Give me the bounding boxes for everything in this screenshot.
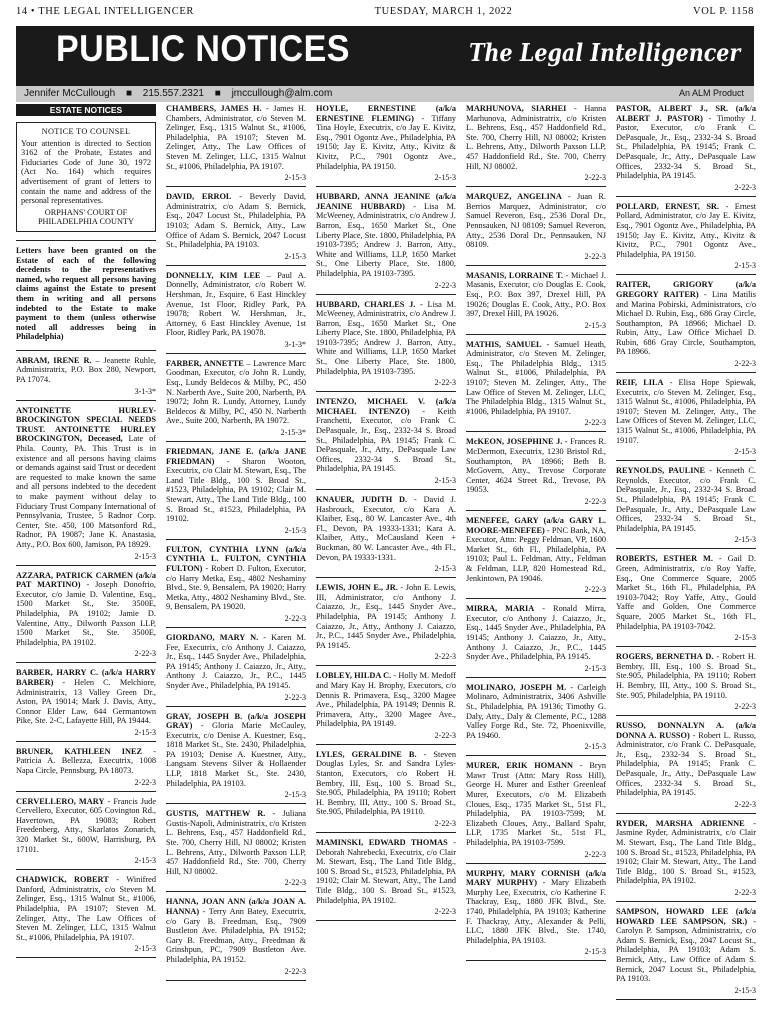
estate-notice [466,271,606,319]
decedent-name: MASANIS, LORRAINE T. [466,270,564,280]
notice-body: - Robert L. Russo, Administrator, c/o Frank C. DePasquale, Jr., Esq., 2332-34 S. Broad St., Philadelphia, PA 19145; Frank C. DePasquale, Jr., Atty., DePasquale Law Offices, 2332-34 S. Broad St., Philadelphia, PA 19145. [616,730,756,798]
estate-notice [616,202,756,260]
run-dates-code: 3-1-3* [284,339,306,349]
decedent-name: ABRAM, IRENE R. [16,355,92,365]
estate-notice [166,633,306,691]
issue-date: TUESDAY, MARCH 1, 2022 [374,6,513,17]
publication-logo: The Legal Intelligencer [468,38,740,67]
notice-body: - Keith Franchetti, Executor, c/o Frank C. DePasquale, Jr., Esq., 2332-34 S. Broad St., Philadelphia, PA 19145; Frank C. DePasquale, Jr., Atty., DePasquale Law Offices, 2332-34 S. Broad St., Philadelphia, PA 19145. [316,406,456,474]
divider [316,744,456,745]
divider [166,539,306,540]
decedent-name: DONNELLY, KIM LEE [166,270,261,280]
notice-column-4 [466,104,606,1018]
run-dates-code: 2-15-3 [284,790,306,800]
run-dates-code: 2-22-3 [284,613,306,623]
divider [466,598,606,599]
estate-notice [316,192,456,278]
run-dates-code: 2-22-3 [584,418,606,428]
estate-notice [16,571,156,648]
notice-body: Late of Phila. County, PA. This Trust is in existence and all persons having claims or demands against said Trust or decedent are requested to make known the same and all persons indebted to the decedent to make payment without delay to Fiduciary Trust Company International of Pennsylvania, Trustee, 5 Radnor Corp. Center, Ste. 450, 100 Matsonford Rd., Radnor, PA 19087; Jane K. Anastasia, Atty., P.O. Box 600, Jamison, PA 18929. [16,434,156,549]
run-dates-code: 2-15-3 [434,476,456,485]
decedent-name: HANNA, JOAN ANN (a/k/a JOAN A. HANNA) [166,897,306,916]
notice-body: - Juan R. Berrios Marquez, Administrator, c/o Samuel Reveron, Esq., 2536 Doral Dr., Pennsauken, NJ 08109; Samuel Reveron, Atty., 2536 Doral Dr., Pennsauken, NJ 08109. [466,192,606,250]
contact-phone: 215.557.2321 [142,88,204,99]
decedent-name: FARBER, ANNETTE [166,358,244,368]
notice-body: - Tiffany Tina Hoyle, Executrix, c/o Jay E. Kivitz, Esq., 7901 Ogontz Ave., Philadelphia, PA 19150; Jay E. Kivitz, Atty., Kivitz & Kivitz, P.C., 7901 Ogontz Ave., Philadelphia, PA 19150. [316,113,456,171]
notice-body: - Patricia A. Bellezza, Executrix, 1008 Napa Circle, Pennsburg, PA 18073. [16,746,156,776]
decedent-name: RYDER, MARSHA ADRIENNE [616,818,745,828]
alm-product-label: An ALM Product [678,88,744,98]
notice-body: - Timothy J. Pastor, Executor, c/o Frank C. DePasquale, Jr., Esq., 2332-34 S. Broad St., Philadelphia, PA 19145; Frank C. DePasquale, Jr., Atty., DePasquale Law Offices, 2332-34 S. Broad St., Philadelphia, PA 19145. [616,113,756,181]
estate-notice [316,750,456,817]
divider [466,186,606,187]
run-dates-code: 2-22-3 [584,251,606,261]
run-dates-code: 2-22-3 [134,777,156,787]
divider [316,294,456,295]
run-dates-code: 2-15-3 [584,663,606,673]
divider [466,863,606,864]
run-dates-code: 2-22-3 [434,652,456,662]
notice-body: - PNC Bank, NA, Executor, Attn: Peggy Feldman, VP, 1600 Market St., 6th Fl., Philadelphia, PA 19103; Paul L. Feldman, Atty., Feldman & Feldman, LLP, 820 Homestead Rd., Jenkintown, PA 19046. [466,525,606,583]
decedent-name: MAMINSKI, EDWARD THOMAS [316,838,448,848]
notice-body: – Lawrence Marc Goodman, Executor, c/o John R. Lundy, Esq., Lundy Beldecos & Milby, PC, 450 N. Narberth Ave., Suite 200, Narberth, PA 19072; John R. Lundy, Attorney, Lundy Beldecos & Milby, PC, 450 N. Narberth Ave., Suite 200, Narberth, PA 19072. [166,358,306,426]
run-dates-code: 2-22-3 [734,359,756,369]
estate-notice [466,340,606,417]
run-dates-code: 2-15-3 [734,447,756,457]
run-dates-code: 2-22-3 [734,702,756,712]
run-dates-code: 2-22-3 [434,907,456,917]
estate-notice [166,359,306,426]
estate-notice [166,192,306,250]
contact-name: Jennifer McCullough [24,88,116,99]
estate-notice [616,554,756,631]
run-dates-code: 2-22-3 [584,849,606,859]
decedent-name: ROGERS, BERNETHA D. [616,652,714,662]
divider [616,999,756,1000]
decedent-name: HUBBARD, ANNA JEANINE (a/k/a JEANINE HUBBARD) [316,192,456,211]
divider [616,274,756,275]
divider [616,548,756,549]
estate-notice [616,466,756,533]
estate-notice [616,907,756,984]
run-dates-code: 2-22-3 [434,819,456,829]
notice-body: - Michael J. Masanis, Executor, c/o Douglas E. Cook, Esq., P.O. Box 397, Drexel Hill, PA 19026; Douglas E. Cook, Atty., P.O. Box 397, Drexel Hill, PA 19026. [466,270,606,319]
divider [316,665,456,666]
bullet-separator: ■ [125,88,132,99]
notice-body: - Francis Jude Cervellero, Executor, 605 Covington Rd., Havertown, PA 19083; Robert Freedenberg, Atty., Skarlatos Zonarich, 320 Market St., 600W, Harrisburg, PA 17101. [16,796,156,854]
notice-column-1 [16,104,156,1018]
divider [166,706,306,707]
run-dates-code: 2-15-3 [734,261,756,271]
decedent-name: MATHIS, SAMUEL [466,339,542,349]
notice-column-2 [166,104,306,1018]
decedent-name: FRIEDMAN, JANE E. (a/k/a JANE FRIEDMAN) [166,447,306,466]
section-heading: ESTATE NOTICES [16,104,156,116]
decedent-name: MENEFEE, GARY (a/k/a GARY L. MOORE-MENEFEE) [466,516,606,535]
divider [616,901,756,902]
run-dates-code: 2-15-3 [134,727,156,737]
notice-body: - Lisa M. McWeeney, Administratrix, c/o Andrew J. Barron, Esq., 1650 Market St., One Liberty Place, Ste. 1800, Philadelphia, PA 19103-7395; Andrew J. Barron, Atty., White and Williams, LLP, 1650 Market St., One Liberty Place, Ste. 1800, Philadelphia, PA 19103-7395. [316,299,456,376]
run-dates-code: 2-15-3 [434,173,456,183]
estate-notice [16,406,156,550]
estate-notice [316,300,456,377]
run-dates-code: 2-22-3 [584,585,606,595]
run-dates-code: 2-15-3 [134,944,156,954]
decedent-name: LOBLEY, HILDA C. [316,671,392,681]
notice-body: - Ronald Mirra, Executor, c/o Anthony J. Caiazzo, Jr., Esq., 1445 Snyder Ave., Philadelphia, PA 19145; Anthony J. Caiazzo, Jr., Atty., Anthony J. Caiazzo, Jr., P.C., 1445 Snyder Ave., Philadelphia, PA 19145. [466,604,606,662]
notice-body: - Gail D. Green, Administratrix, c/o Roy Yaffe, Esq., One Commerce Square, 2005 Market St., 16th Fl., Philadelphia, PA 19103-7042; Roy Yaffe, Atty., Gould Yaffe and Golden, One Commerce Square, 2005 Market St., 16th Fl., Philadelphia, PA 19103-7042. [616,554,756,631]
run-dates-code: 2-22-3 [134,649,156,659]
decedent-name: CHADWICK, ROBERT [16,875,109,885]
notice-body: - Kenneth C. Reynolds, Executor, c/o Frank C. DePasquale, Jr., Esq., 2332-34 S. Broad St., Philadelphia, PA 19145; Frank C. DePasquale, Jr., Atty., DePasquale Law Offices, 2332-34 S. Broad St., Philadelphia, PA 19145. [616,466,756,533]
notice-body: - Holly M. Medoff and Mary Kay H. Brophy, Executors, c/o Dennis R. Primavera, Esq., 3200 Magee Ave., Philadelphia, PA 19149; Dennis R. Primavera, Atty., 3200 Magee Ave., Philadelphia, PA 19149. [316,671,456,729]
decedent-name: SAMPSON, HOWARD LEE (a/k/a HOWARD LEE SAMPSON, SR.) [616,907,756,926]
run-dates-code: 2-22-3 [434,280,456,290]
notice-body: - Robert D. Fulton, Executor, c/o Harry Metka, Esq., 4802 Neshaminy Blvd., Ste. 9, Bensalem, PA 19020; Harry Metka, Atty., 4802 Neshaminy Blvd., Ste. 9, Bensalem, PA 19020. [166,563,306,612]
notice-body: – Paul A. Donnelly, Administrator, c/o Robert W. Hershman, Jr., Esquire, 6 East Hinckley Avenue, 1st Floor, Ridley Park, PA 19078; Robert W. Hershman, Jr., Attorney, 6 East Hinckley Avenue, 1st Floor, Ridley Park, PA 19078. [166,270,306,338]
divider [616,646,756,647]
notice-body: - Sharon Wooton, Executrix, c/o Clair M. Stewart, Esq., The Land Title Bldg., 100 S. Broad St., #1523, Philadelphia, PA 19102; Clair M. Stewart, Atty., The Land Title Bldg., 100 S. Broad St., #1523, Philadelphia, PA 19102. [166,456,306,524]
divider [616,460,756,461]
estate-notice [316,397,456,474]
divider [16,565,156,566]
decedent-name: REYNOLDS, PAULINE [616,466,706,476]
divider [16,400,156,401]
divider [316,186,456,187]
divider [166,353,306,354]
divider [16,957,156,958]
divider [466,510,606,511]
decedent-name: BRUNER, KATHLEEN INEZ [16,746,143,756]
contact-email[interactable]: jmccullough@alm.com [231,88,333,99]
counsel-box-title: NOTICE TO COUNSEL [41,127,131,136]
run-dates-code: 2-22-3 [584,173,606,183]
contact-bar [16,86,754,102]
divider [316,920,456,921]
divider [166,441,306,442]
decedent-name: GIORDANO, MARY N. [166,632,259,642]
estate-notice [616,819,756,886]
notice-body: - Joseph Donofrio, Executor, c/o Jamie D. Valentine, Esq., 1500 Market St., Ste. 3500E, Philadelphia, PA 19102; Jamie D. Valentine, Atty., Dilworth Paxson LLP, 1500 Market St., Ste. 3500E, Philadelphia, PA 19102. [16,580,156,647]
notice-body: - Winifred Danford, Administratrix, c/o Steven M. Zelinger, Esq., 1315 Walnut St., #1006, Philadelphia, PA 19107; Steven M. Zelinger, Atty., The Law Offices of Steven M. Zelinger, LLC, 1315 Walnut St., #1006, Philadelphia, PA 19107. [16,875,156,942]
estate-notice [466,437,606,495]
notice-body: - Mary Elizabeth Murphy Lee, Executrix, c/o Katherine F. Thackray, Esq., 1880 JFK Blvd., Ste. 1740, Philadelphia, PA 19103; Katherine F. Thackray, Atty., Alexander & Pelli, LLC, 1880 JFK Blvd., Ste. 1740, Philadelphia, PA 19103. [466,878,606,945]
estate-notice [166,545,306,612]
decedent-name: POLLARD, ERNEST, SR. [616,201,720,211]
estate-notice [166,104,306,171]
estate-notice [166,447,306,524]
notice-body: - Bryn Mawr Trust (Attn: Mary Ross Hill), George H. Murer and Esther Greenleaf Murer, Executors, c/o M. Elizabeth Cloues, Esq., 1735 Market St., 51st Fl., Philadelphia, PA 19103-7599; M. Elizabeth Cloues, Atty., Ballard Spahr, LLP, 1735 Market St., 51st Fl., Philadelphia, PA 19103-7599. [466,761,606,848]
estate-notice [16,747,156,776]
estate-notice [16,668,156,726]
decedent-name: AZZARA, PATRICK CARMEN (a/k/a PAT MARTINO) [16,570,156,590]
run-dates-code: 2-15-3 [734,633,756,643]
notice-column-3 [316,104,456,1018]
notice-body: - Helen C. Melchiore, Administratrix, 13 Valley Green Dr., Aston, PA 19014; Mark J. Davis, Atty., Connor Elder Law, 644 Germantown Pike, Ste. 2-C, Lafayette Hill, PA 19444. [16,677,156,726]
estate-notice [466,104,606,171]
decedent-name: MOLINARO, JOSEPH M. [466,682,567,692]
divider [466,334,606,335]
decedent-name: GUSTIS, MATTHEW R. [166,809,266,819]
running-header [16,6,754,20]
run-dates-code: 2-15-3* [280,428,306,438]
decedent-name: BARBER, HARRY C. (a/k/a HARRY BARBER) [16,668,156,687]
estate-notice [16,875,156,942]
divider [466,677,606,678]
notice-to-counsel-box [16,122,156,232]
decedent-name: DAVID, ERROL [166,192,232,202]
divider [466,431,606,432]
notice-body: - Juliana Gustis-Napoli, Administratrix, c/o Kristen L. Behrens, Esq., 457 Haddonfield Rd., Ste. 700, Cherry Hill, NJ 08002; Kristen L. Behrens, Atty., Dilworth Paxson LLP, 457 Haddonfield Rd., Ste. 700, Cherry Hill, NJ 08002. [166,809,306,876]
notice-body: - Carolyn P. Sampson, Administratrix, c/o Adam S. Bernick, Esq., 2047 Locust St., Philadelphia, PA 19103; Adam S. Bernick, Atty., Law Office of Adam S. Bernick, 2047 Locust St., Philadelphia, PA 19103. [616,916,756,984]
notice-body: - Lina Matilis and Marina Pobirski, Administrators, c/o Michael D. Rubin, Esq., 686 Gray Circle, Southampton, PA 18966; Michael D. Rubin, Atty., Law Office Michael D. Rubin, 686 Gray Circle, Southampton, PA 18966. [616,289,756,357]
run-dates-code: 3-1-3* [134,386,156,396]
divider [316,489,456,490]
divider [16,240,156,241]
divider [316,391,456,392]
run-dates-code: 2-15-3 [284,525,306,535]
estate-notice [616,721,756,798]
decedent-name: KNAUER, JUDITH D. [316,495,408,504]
estate-notice [166,712,306,789]
decedent-name: CHAMBERS, JAMES H. [166,104,262,113]
page-number-and-paper: 14 • THE LEGAL INTELLIGENCER [16,6,194,17]
estate-notice [316,671,456,729]
run-dates-code: 2-15-3 [734,535,756,545]
estate-notice [616,378,756,445]
notice-column-5 [616,104,756,1018]
divider [16,350,156,351]
estate-notice [616,104,756,181]
divider [466,265,606,266]
decedent-name: GRAY, JOSEPH B. (a/k/a JOSEPH GRAY) [166,711,306,731]
counsel-box-body: Your attention is directed to Section 3162 of the Probate, Estates and Fiduciaries Code of June 30, 1972 (Act No. 164) which requires advertisement of grant of letters to contain the name and address of the personal representatives. [21,138,151,206]
estate-notice [466,683,606,741]
divider [16,662,156,663]
estate-notice [466,604,606,662]
notice-body: - Ernest Pollard, Administrator, c/o Jay E. Kivitz, Esq., 7901 Ogontz Ave., Philadelphia, PA 19150; Jay E. Kivitz, Atty., Kivitz & Kivitz, P.C., 7901 Ogontz Ave., Philadelphia, PA 19150. [616,201,756,259]
public-notices-banner [16,26,754,86]
decedent-name: ROBERTS, ESTHER M. [616,554,713,564]
divider [166,265,306,266]
run-dates-code: 2-22-3 [734,799,756,809]
decedent-name: PASTOR, ALBERT J., SR. (a/k/a ALBERT J. PASTOR) [616,104,756,123]
estate-notice [316,838,456,905]
decedent-name: FULTON, CYNTHIA LYNN (a/k/a CYNTHIA L. FULTON, CYNTHIA FULTON) [166,544,306,573]
run-dates-code: 2-22-3 [734,182,756,192]
decedent-name: MARHUNOVA, SIARHEI [466,104,567,113]
divider [166,803,306,804]
run-dates-code: 2-15-3 [284,173,306,183]
decedent-name: MURPHY, MARY CORNISH (a/k/a MARY MURPHY) [466,868,606,888]
divider [616,715,756,716]
notice-body: - Jasmine Ryder, Administratrix, c/o Clair M. Stewart, Esq., The Land Title Bldg., 100 S. Broad St., #1523, Philadelphia, PA 19102; Clair M. Stewart, Atty., The Land Title Bldg., 100 S. Broad St., #1523, Philadelphia, PA 19102. [616,818,756,886]
notice-body: - Terry Ann Batey, Executrix, c/o Gary B. Freedman, Esq., 7909 Bustleton Ave. Philadelphia, PA 19152; Gary B. Freedman, Atty., Freedman & Grinshpun, PC, 7909 Bustleton Ave. Philadelphia, PA 19152. [166,907,306,964]
notice-body: - Karen M. Fee, Executrix, c/o Anthony J. Caiazzo, Jr., Esq., 1445 Snyder Ave., Philadelphia, PA 19145; Anthony J. Caiazzo, Jr., Atty., Anthony J. Caiazzo, Jr., P.C., 1445 Snyder Ave., Philadelphia, PA 19145. [166,632,306,690]
run-dates-code: 2-15-3 [284,251,306,261]
divider [616,196,756,197]
estate-notice [166,897,306,964]
divider [616,813,756,814]
divider [316,577,456,578]
decedent-name: MIRRA, MARIA [466,604,535,614]
run-dates-code: 2-22-3 [584,497,606,506]
notice-body: - Samuel Heath, Administrator, c/o Steven M. Zelinger, Esq., The Philadelphia Bldg., 1315 Walnut St., #1006, Philadelphia, PA 19107; Steven M. Zelinger, Atty., The Law Office of Steven M. Zelinger, LLC, The Philadelphia Bldg., 1315 Walnut St., #1006, Philadelphia, PA 19107. [466,339,606,416]
divider [16,741,156,742]
estate-notice [466,516,606,583]
notice-body: - Gloria Marie McCauley, Executrix, c/o Denise A. Kuestner, Esq., 1818 Market St., Ste. 2430, Philadelphia, PA 19103; Denise A. Kuestner, Atty., Langsam Stevens Silver & Hollaender LLP, 1818 Market St., Ste. 2430, Philadelphia, PA 19103. [166,721,306,788]
estate-notice [616,280,756,357]
estate-notice [16,797,156,855]
decedent-name: HUBBARD, CHARLES J. [316,299,416,309]
decedent-name: MARQUEZ, ANGELINA [466,192,562,202]
page-title: PUBLIC NOTICES [56,28,350,69]
decedent-name: LYLES, GERALDINE B. [316,749,417,759]
divider [16,869,156,870]
decedent-name: INTENZO, MICHAEL V. (a/k/a MICHAEL INTENZO) [316,397,456,416]
estate-notice [316,104,456,171]
divider [16,791,156,792]
decedent-name: McKEON, JOSEPHINE J. [466,437,563,447]
run-dates-code: 2-15-3 [584,320,606,330]
notice-body: – Jeanette Ruhle, Administratrix, P.O. Box 280, Newport, PA 17074. [16,355,156,385]
divider [166,980,306,981]
divider [166,891,306,892]
estate-notice [466,192,606,250]
divider [466,960,606,961]
estate-notice [466,869,606,946]
run-dates-code: 2-15-3 [434,564,456,574]
notice-body: - Robert H. Bembry, III, Esq., 100 S. Broad St., Ste.905, Philadelphia, PA 19110; Robert H. Bembry, III, Atty., 100 S. Broad St., Ste. 905, Philadelphia, PA 19110. [616,652,756,700]
divider [466,755,606,756]
estate-notice [316,495,456,562]
notice-body: - Lisa M. McWeeney, Administratrix, c/o Andrew J. Barron, Esq., 1650 Market St., One Liberty Place, Ste. 1800, Philadelphia, PA 19103-7395; Andrew J. Barron, Atty., White and Williams, LLP, 1650 Market St., One Liberty Place, Ste. 1800, Philadelphia, PA 19103-7395. [316,201,456,278]
estate-notice [16,356,156,385]
decedent-name: ANTOINETTE HURLEY-BROCKINGTON SPECIAL NEEDS TRUST. ANTOINETTE HURLEY BROCKINGTON, Deceased, [16,405,156,444]
run-dates-code: 2-15-3 [134,856,156,866]
letters-granted-intro: Letters have been granted on the Estate of each of the following decedents to the representatives named, who request all persons having claims against the Estate to present them in writing and all persons indebted to the Estate to make payment to them (unless otherwise noted all addresses being in Philadelphia) [16,245,156,342]
run-dates-code: 2-22-3 [734,888,756,897]
notice-body: - Elisa Hope Spiewak, Executrix, c/o Steven M. Zelinger, Esq., 1315 Walnut St., #1006, Philadelphia, PA 19107; Steven M. Zelinger, Atty., The Law Offices of Steven M. Zelinger, LLC, 1315 Walnut St., #1006, Philadelphia, PA 19107. [616,378,756,445]
notice-body: - James H. Chambers, Administrator, c/o Steven M. Zelinger, Esq., 1315 Walnut St., #1006, Philadelphia, PA 19107; Steven M. Zelinger, Atty., The Law Offices of Steven M. Zelinger, LLC, 1315 Walnut St., #1006, Philadelphia, PA 19107. [166,104,306,171]
bullet-separator: ■ [214,88,221,99]
estate-notice [616,652,756,700]
run-dates-code: 2-22-3 [284,966,306,976]
notice-body: - Carleigh Molinaro, Administratrix, 3406 Ashville St., Philadelphia, PA 19136; Timothy G. Daly, Atty., Daly & Clemente, P.C., 1288 Valley Forge Rd., Ste. 72, Phoenixville, PA 19460. [466,682,606,740]
decedent-name: CERVELLERO, MARY [16,796,105,806]
divider [166,627,306,628]
run-dates-code: 2-22-3 [434,730,456,740]
notice-columns [16,104,754,1018]
divider [166,186,306,187]
notice-body: - Deborah Nahrebecki, Executrix, c/o Clair M. Stewart, Esq., The Land Title Bldg., 100 S. Broad St., #1523, Philadelphia, PA 19102; Clair M. Stewart, Atty., The Land Title Bldg., 100 S. Broad St., #1523, Philadelphia, PA 19102. [316,838,456,905]
divider [616,372,756,373]
decedent-name: HOYLE, ERNESTINE (a/k/a ERNESTINE FLEMING) [316,104,456,123]
decedent-name: MURER, ERIK HOMANN [466,761,573,771]
notice-body: - John E. Lewis, III, Administrator, c/o Anthony J. Caiazzo, Jr., Esq., 1445 Snyder Ave., Philadelphia, PA 19145; Anthony J. Caiazzo, Jr., Atty., Anthony J. Caiazzo, Jr., P.C., 1445 Snyder Ave., Philadelphia, PA 19145. [316,583,456,650]
run-dates-code: 2-15-3 [134,551,156,561]
estate-notice [166,809,306,876]
decedent-name: REIF, LILA [616,378,664,388]
notice-body: - Frances R. McDermott, Executrix, 1230 Bristol Rd., Southampton, PA 18966; Beth B. McGovern, Atty., Trevose Corporate Center, 4624 Street Rd., Trevose, PA 19053. [466,437,606,495]
estate-notice [316,583,456,650]
decedent-name: RUSSO, DONNALYN A. (a/k/a DONNA A. RUSSO) [616,721,756,740]
notice-body: - David J. Hasbrouck, Executor, c/o Kara A. Klaiber, Esq., 80 W. Lancaster Ave., 4th Fl., Devon, PA 19333-1331; Kara A. Klaiber, Atty., McCausland Keen + Buckman, 80 W. Lancaster Ave., 4th Fl., Devon, PA 19333-1331. [316,495,456,562]
counsel-box-footer: ORPHANS' COURT OF PHILADELPHIA COUNTY [37,207,135,227]
decedent-name: RAITER, GRIGORY (a/k/a GREGORY RAITER) [616,280,756,299]
run-dates-code: 2-22-3 [434,378,456,388]
decedent-name: LEWIS, JOHN E., JR. [316,583,398,593]
volume-page: VOL P. 1158 [693,6,754,17]
notice-body: - Steven Douglas Lyles, Sr. and Sandra Lyles-Stanton, Executors, c/o Robert H. Bembry, III, Esq., 100 S. Broad St., Ste.905, Philadelphia, PA 19110; Robert H. Bembry, III, Atty., 100 S. Broad St., Ste.905, Philadelphia, PA 19110. [316,749,456,817]
run-dates-code: 2-15-3 [584,742,606,752]
run-dates-code: 2-15-3 [734,985,756,995]
estate-notice [466,761,606,847]
estate-notice [166,271,306,338]
notice-body: - Hanna Marhunova, Administratrix, c/o Kristen L. Behrens, Esq., 457 Haddonfield Rd., Ste. 700, Cherry Hill, NJ 08002; Kristen L. Behrens, Atty., Dilworth Paxson LLP, 457 Haddonfield Rd., Ste. 700, Cherry Hill, NJ 08002. [466,104,606,171]
notice-body: - Beverly David, Administratrix, c/o Adam S. Bernick, Esq., 2047 Locust St., Philadelphia, PA 19103; Adam S. Bernick, Atty., Law Office of Adam S. Bernick, 2047 Locust St., Philadelphia, PA 19103. [166,192,306,250]
divider [316,832,456,833]
run-dates-code: 2-22-3 [284,692,306,702]
run-dates-code: 2-15-3 [584,947,606,957]
run-dates-code: 2-22-3 [284,878,306,888]
